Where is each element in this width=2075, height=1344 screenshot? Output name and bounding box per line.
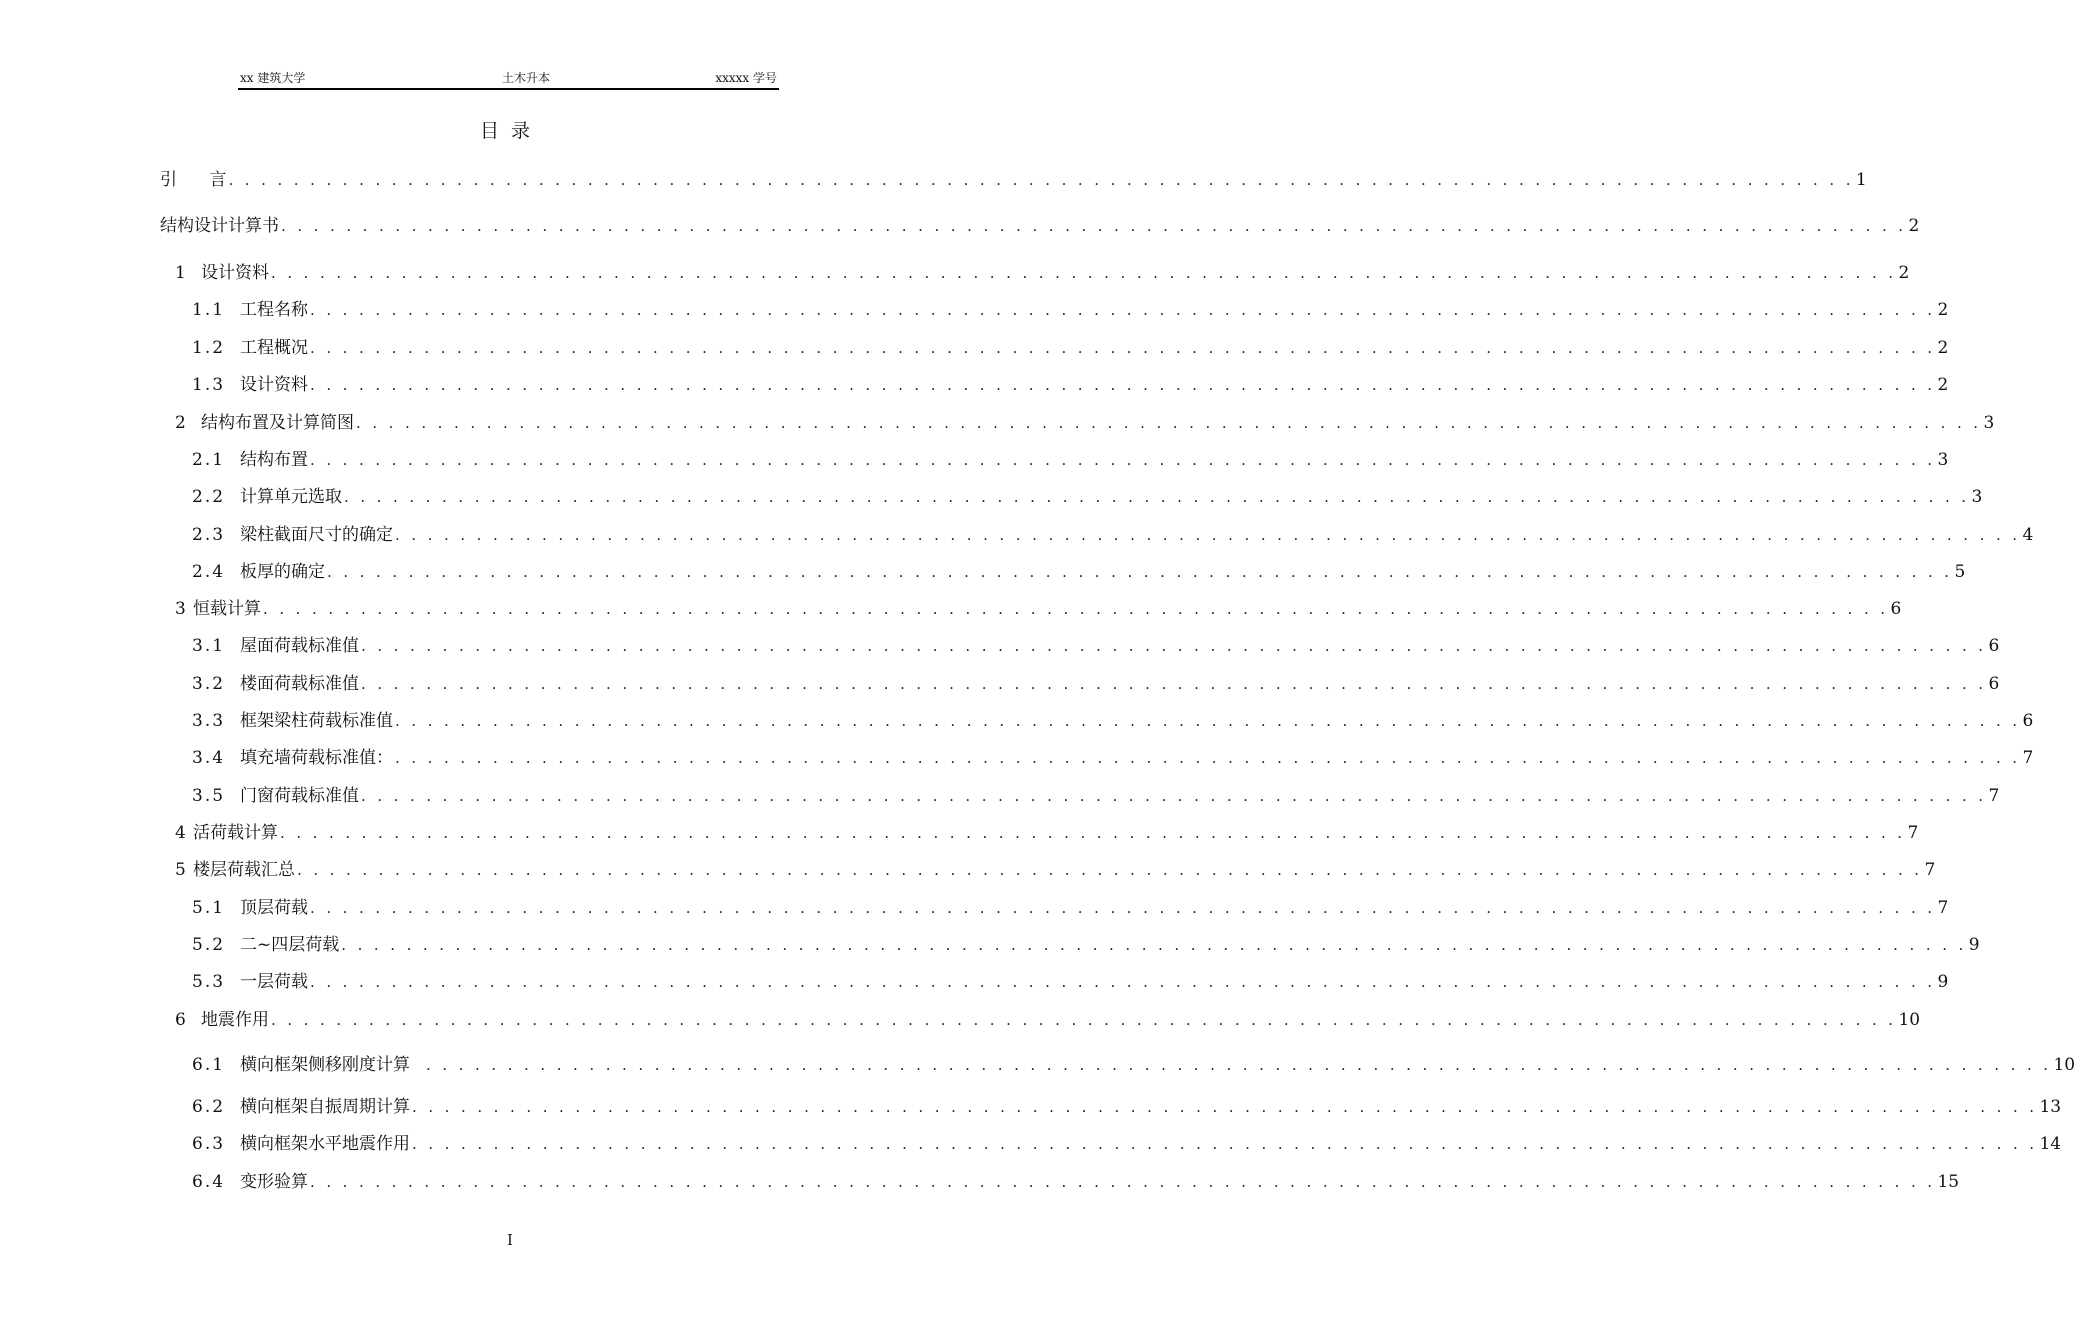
toc-entry-page: 7 [1924, 860, 1936, 880]
toc-entry[interactable] [175, 411, 1995, 435]
toc-leader-dots: . . . . . . . . . . . . . . . . . . . . . . . . . . . . . . . . . . . . . . . . . . . . . . . . . . . . . . . . . . . . . . . . . . . . . . . . . . . . . . . . . . . . . . . . . . . . . . . . . . . . [412, 1098, 2038, 1116]
toc-entry-label: 设计资料 [201, 263, 269, 283]
toc-entry-label: 活荷载计算 [193, 823, 278, 843]
toc-entry[interactable] [192, 672, 2000, 696]
toc-leader-dots: . . . . . . . . . . . . . . . . . . . . . . . . . . . . . . . . . . . . . . . . . . . . . . . . . . . . . . . . . . . . . . . . . . . . . . . . . . . . . . . . . . . . . . . . . . . . . . . . . . . . [395, 749, 2021, 767]
toc-entry-number: 6 [175, 1010, 186, 1030]
toc-leader-dots: . . . . . . . . . . . . . . . . . . . . . . . . . . . . . . . . . . . . . . . . . . . . . . . . . . . . . . . . . . . . . . . . . . . . . . . . . . . . . . . . . . . . . . . . . . . . . . . . . . . . [361, 637, 1987, 655]
toc-entry-number: 3.5 [192, 786, 226, 806]
toc-entry-page: 14 [2039, 1134, 2062, 1154]
toc-entry-number: 2.4 [192, 562, 226, 582]
toc-entry-page: 5 [1954, 562, 1966, 582]
toc-entry-label: 横向框架水平地震作用 [240, 1134, 410, 1154]
toc-entry-page: 10 [2053, 1055, 2075, 1075]
toc-entry-page: 10 [1898, 1010, 1921, 1030]
toc-entry-page: 2 [1898, 263, 1910, 283]
toc-entry[interactable] [192, 746, 2034, 770]
toc-entry-number: 3.2 [192, 674, 226, 694]
toc-entry-number: 1.2 [192, 338, 226, 358]
toc-leader-dots: . . . . . . . . . . . . . . . . . . . . . . . . . . . . . . . . . . . . . . . . . . . . . . . . . . . . . . . . . . . . . . . . . . . . . . . . . . . . . . . . . . . . . . . . . . . . . . . . . . . . [361, 787, 1987, 805]
toc-entry-label: 引 言 [160, 170, 227, 190]
toc-leader-dots: . . . . . . . . . . . . . . . . . . . . . . . . . . . . . . . . . . . . . . . . . . . . . . . . . . . . . . . . . . . . . . . . . . . . . . . . . . . . . . . . . . . . . . . . . . . . . . . . . . . . [310, 899, 1936, 917]
toc-entry[interactable] [192, 1170, 1960, 1194]
toc-entry-page: 15 [1937, 1172, 1960, 1192]
toc-entry[interactable] [192, 1053, 2075, 1077]
toc-entry-label: 恒载计算 [193, 599, 261, 619]
toc-entry-label: 设计资料 [240, 375, 308, 395]
toc-entry-page: 2 [1937, 375, 1949, 395]
toc-leader-dots: . . . . . . . . . . . . . . . . . . . . . . . . . . . . . . . . . . . . . . . . . . . . . . . . . . . . . . . . . . . . . . . . . . . . . . . . . . . . . . . . . . . . . . . . . . . . . . . . . . . . [361, 675, 1987, 693]
toc-entry-number: 6.2 [192, 1097, 226, 1117]
toc-entry-label: 结构布置及计算简图 [201, 413, 354, 433]
toc-entry-number: 2.2 [192, 487, 226, 507]
toc-entry[interactable] [192, 709, 2034, 733]
toc-leader-dots: . . . . . . . . . . . . . . . . . . . . . . . . . . . . . . . . . . . . . . . . . . . . . . . . . . . . . . . . . . . . . . . . . . . . . . . . . . . . . . . . . . . . . . . . . . . . . . . . . . . . [310, 376, 1936, 394]
header-student-id: xxxxx 学号 [715, 71, 777, 85]
toc-leader-dots: . . . . . . . . . . . . . . . . . . . . . . . . . . . . . . . . . . . . . . . . . . . . . . . . . . . . . . . . . . . . . . . . . . . . . . . . . . . . . . . . . . . . . . . . . . . . . . . . . . . . [310, 301, 1936, 319]
toc-entry[interactable] [175, 858, 1936, 882]
toc-entry-page: 3 [1983, 413, 1995, 433]
toc-entry[interactable] [160, 214, 1920, 238]
toc-entry-label: 工程名称 [240, 300, 308, 320]
toc-leader-dots: . . . . . . . . . . . . . . . . . . . . . . . . . . . . . . . . . . . . . . . . . . . . . . . . . . . . . . . . . . . . . . . . . . . . . . . . . . . . . . . . . . . . . . . . . . . . . . . . . . . . [395, 712, 2021, 730]
toc-entry-label: 门窗荷载标准值 [240, 786, 359, 806]
toc-entry[interactable] [160, 168, 1867, 192]
toc-entry[interactable] [192, 298, 1949, 322]
toc-entry-page: 6 [2022, 711, 2034, 731]
toc-entry-label: 变形验算 [240, 1172, 308, 1192]
toc-entry-label: 顶层荷载 [240, 898, 308, 918]
toc-entry-number: 2 [175, 413, 186, 433]
toc-entry-page: 3 [1937, 450, 1949, 470]
toc-leader-dots: . . . . . . . . . . . . . . . . . . . . . . . . . . . . . . . . . . . . . . . . . . . . . . . . . . . . . . . . . . . . . . . . . . . . . . . . . . . . . . . . . . . . . . . . . . . . . . . . . . . . [281, 217, 1907, 235]
toc-entry[interactable] [192, 634, 2000, 658]
toc-leader-dots: . . . . . . . . . . . . . . . . . . . . . . . . . . . . . . . . . . . . . . . . . . . . . . . . . . . . . . . . . . . . . . . . . . . . . . . . . . . . . . . . . . . . . . . . . . . . . . . . . . . . [271, 1011, 1897, 1029]
toc-entry-label: 结构布置 [240, 450, 308, 470]
toc-entry-number: 5 [175, 860, 186, 880]
toc-entry[interactable] [192, 1132, 2062, 1156]
toc-entry-number: 6.1 [192, 1055, 226, 1075]
toc-entry[interactable] [192, 896, 1949, 920]
toc-leader-dots: . . . . . . . . . . . . . . . . . . . . . . . . . . . . . . . . . . . . . . . . . . . . . . . . . . . . . . . . . . . . . . . . . . . . . . . . . . . . . . . . . . . . . . . . . . . . . . . . . . . . [263, 600, 1889, 618]
toc-entry[interactable] [192, 933, 1980, 957]
toc-title: 目 录 [479, 120, 531, 142]
toc-entry-page: 2 [1937, 300, 1949, 320]
toc-entry-label: 一层荷载 [240, 972, 308, 992]
toc-leader-dots: . . . . . . . . . . . . . . . . . . . . . . . . . . . . . . . . . . . . . . . . . . . . . . . . . . . . . . . . . . . . . . . . . . . . . . . . . . . . . . . . . . . . . . . . . . . . . . . . . . . . [228, 171, 1854, 189]
toc-leader-dots: . . . . . . . . . . . . . . . . . . . . . . . . . . . . . . . . . . . . . . . . . . . . . . . . . . . . . . . . . . . . . . . . . . . . . . . . . . . . . . . . . . . . . . . . . . . . . . . . . . . . [341, 936, 1967, 954]
toc-entry-page: 13 [2039, 1097, 2062, 1117]
toc-entry[interactable] [192, 485, 1983, 509]
toc-entry[interactable] [175, 597, 1902, 621]
toc-entry-label: 屋面荷载标准值 [240, 636, 359, 656]
page-number-footer: I [507, 1231, 513, 1249]
toc-entry[interactable] [192, 373, 1949, 397]
toc-leader-dots: . . . . . . . . . . . . . . . . . . . . . . . . . . . . . . . . . . . . . . . . . . . . . . . . . . . . . . . . . . . . . . . . . . . . . . . . . . . . . . . . . . . . . . . . . . . . . . . . . . . . [395, 526, 2021, 544]
toc-entry-label: 结构设计计算书 [160, 216, 279, 236]
toc-leader-dots: . . . . . . . . . . . . . . . . . . . . . . . . . . . . . . . . . . . . . . . . . . . . . . . . . . . . . . . . . . . . . . . . . . . . . . . . . . . . . . . . . . . . . . . . . . . . . . . . . . . . [310, 973, 1936, 991]
toc-entry[interactable] [192, 970, 1949, 994]
toc-leader-dots: . . . . . . . . . . . . . . . . . . . . . . . . . . . . . . . . . . . . . . . . . . . . . . . . . . . . . . . . . . . . . . . . . . . . . . . . . . . . . . . . . . . . . . . . . . . . . . . . . . . . [310, 1173, 1936, 1191]
toc-entry-label: 填充墙荷载标准值： [240, 748, 393, 768]
toc-entry-number: 5.2 [192, 935, 226, 955]
toc-entry-number: 1.3 [192, 375, 226, 395]
toc-entry-label: 工程概况 [240, 338, 308, 358]
toc-entry-number: 6.3 [192, 1134, 226, 1154]
toc-entry-page: 9 [1937, 972, 1949, 992]
toc-entry-page: 7 [1988, 786, 2000, 806]
toc-entry[interactable] [192, 336, 1949, 360]
toc-entry-number: 4 [175, 823, 186, 843]
toc-entry-page: 6 [1988, 636, 2000, 656]
toc-entry-number: 3.4 [192, 748, 226, 768]
toc-entry-page: 9 [1968, 935, 1980, 955]
toc-entry-page: 3 [1971, 487, 1983, 507]
toc-entry[interactable] [192, 784, 2000, 808]
toc-entry-number: 3.3 [192, 711, 226, 731]
toc-leader-dots: . . . . . . . . . . . . . . . . . . . . . . . . . . . . . . . . . . . . . . . . . . . . . . . . . . . . . . . . . . . . . . . . . . . . . . . . . . . . . . . . . . . . . . . . . . . . . . . . . . . . [412, 1135, 2038, 1153]
toc-entry-number: 2.3 [192, 525, 226, 545]
toc-leader-dots: . . . . . . . . . . . . . . . . . . . . . . . . . . . . . . . . . . . . . . . . . . . . . . . . . . . . . . . . . . . . . . . . . . . . . . . . . . . . . . . . . . . . . . . . . . . . . . . . . . . . [297, 861, 1923, 879]
toc-entry-page: 4 [2022, 525, 2034, 545]
toc-leader-dots: . . . . . . . . . . . . . . . . . . . . . . . . . . . . . . . . . . . . . . . . . . . . . . . . . . . . . . . . . . . . . . . . . . . . . . . . . . . . . . . . . . . . . . . . . . . . . . . . . . . . [327, 563, 1953, 581]
toc-entry-label: 板厚的确定 [240, 562, 325, 582]
toc-entry-page: 7 [1937, 898, 1949, 918]
toc-entry-label: 楼面荷载标准值 [240, 674, 359, 694]
toc-entry[interactable] [175, 821, 1919, 845]
toc-entry[interactable] [192, 523, 2034, 547]
toc-entry-number: 5.1 [192, 898, 226, 918]
toc-entry-label: 框架梁柱荷载标准值 [240, 711, 393, 731]
toc-entry-number: 3 [175, 599, 186, 619]
toc-entry[interactable] [192, 448, 1949, 472]
toc-leader-dots: . . . . . . . . . . . . . . . . . . . . . . . . . . . . . . . . . . . . . . . . . . . . . . . . . . . . . . . . . . . . . . . . . . . . . . . . . . . . . . . . . . . . . . . . . . . . . . . . . . . . [356, 414, 1982, 432]
toc-entry-page: 7 [1907, 823, 1919, 843]
toc-leader-dots: . . . . . . . . . . . . . . . . . . . . . . . . . . . . . . . . . . . . . . . . . . . . . . . . . . . . . . . . . . . . . . . . . . . . . . . . . . . . . . . . . . . . . . . . . . . . . . . . . . . . [426, 1056, 2052, 1074]
toc-entry-page: 2 [1908, 216, 1920, 236]
toc-entry[interactable] [175, 1008, 1921, 1032]
header-university: xx 建筑大学 [240, 71, 306, 85]
toc-entry-page: 6 [1988, 674, 2000, 694]
toc-entry-label: 计算单元选取 [240, 487, 342, 507]
toc-entry-number: 6.4 [192, 1172, 226, 1192]
toc-entry-number: 3.1 [192, 636, 226, 656]
toc-entry-page: 6 [1890, 599, 1902, 619]
toc-entry-page: 1 [1855, 170, 1867, 190]
toc-leader-dots: . . . . . . . . . . . . . . . . . . . . . . . . . . . . . . . . . . . . . . . . . . . . . . . . . . . . . . . . . . . . . . . . . . . . . . . . . . . . . . . . . . . . . . . . . . . . . . . . . . . . [344, 488, 1970, 506]
toc-leader-dots: . . . . . . . . . . . . . . . . . . . . . . . . . . . . . . . . . . . . . . . . . . . . . . . . . . . . . . . . . . . . . . . . . . . . . . . . . . . . . . . . . . . . . . . . . . . . . . . . . . . . [280, 824, 1906, 842]
toc-leader-dots: . . . . . . . . . . . . . . . . . . . . . . . . . . . . . . . . . . . . . . . . . . . . . . . . . . . . . . . . . . . . . . . . . . . . . . . . . . . . . . . . . . . . . . . . . . . . . . . . . . . . [310, 339, 1936, 357]
toc-entry-page: 7 [2022, 748, 2034, 768]
toc-entry-label: 二~四层荷载 [240, 935, 340, 955]
toc-entry[interactable] [192, 1095, 2062, 1119]
toc-entry-label: 横向框架自振周期计算 [240, 1097, 410, 1117]
toc-entry-number: 2.1 [192, 450, 226, 470]
toc-entry-label: 地震作用 [201, 1010, 269, 1030]
toc-leader-dots: . . . . . . . . . . . . . . . . . . . . . . . . . . . . . . . . . . . . . . . . . . . . . . . . . . . . . . . . . . . . . . . . . . . . . . . . . . . . . . . . . . . . . . . . . . . . . . . . . . . . [310, 451, 1936, 469]
header-program: 土木升本 [502, 71, 551, 85]
toc-entry-label: 梁柱截面尺寸的确定 [240, 525, 393, 545]
toc-entry[interactable] [175, 261, 1910, 285]
toc-entry[interactable] [192, 560, 1966, 584]
toc-entry-number: 5.3 [192, 972, 226, 992]
toc-entry-number: 1.1 [192, 300, 226, 320]
toc-entry-page: 2 [1937, 338, 1949, 358]
toc-entry-label: 横向框架侧移刚度计算 [240, 1055, 410, 1075]
toc-leader-dots: . . . . . . . . . . . . . . . . . . . . . . . . . . . . . . . . . . . . . . . . . . . . . . . . . . . . . . . . . . . . . . . . . . . . . . . . . . . . . . . . . . . . . . . . . . . . . . . . . . . . [271, 264, 1897, 282]
toc-entry-label: 楼层荷载汇总 [193, 860, 295, 880]
toc-entry-number: 1 [175, 263, 186, 283]
